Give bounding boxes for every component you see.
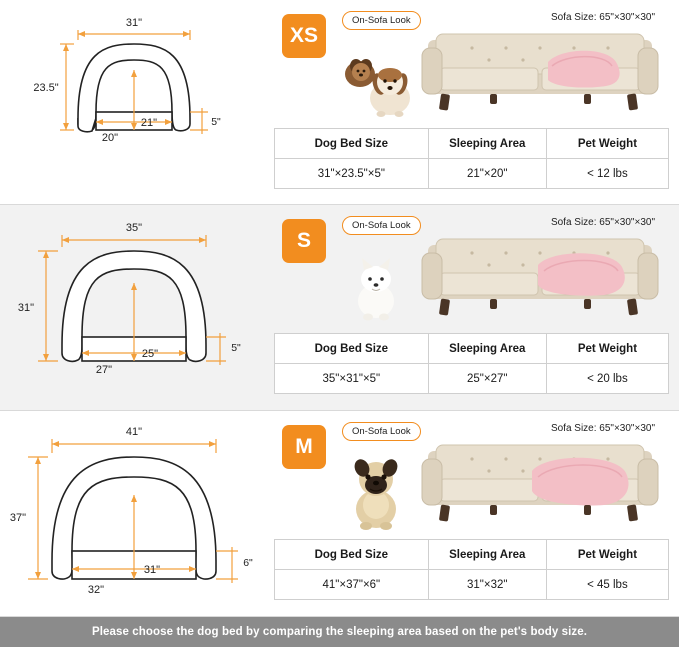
sofa-illustration-m xyxy=(420,433,660,535)
table-header-row xyxy=(275,540,669,570)
pet-photo-s xyxy=(332,241,418,325)
cell-bed-size: 41"×37"×6" xyxy=(275,570,429,600)
dim-height-xs: 23.5" xyxy=(33,82,59,94)
table-row xyxy=(275,570,669,600)
dim-inner-depth-s: 25" xyxy=(141,348,159,360)
on-sofa-look-tag-s: On-Sofa Look xyxy=(342,216,421,235)
pet-photo-m xyxy=(332,447,418,531)
on-sofa-look-tag-m: On-Sofa Look xyxy=(342,422,421,441)
cell-pet-weight: < 20 lbs xyxy=(546,364,668,394)
bed-diagram-svg-xs xyxy=(0,0,268,204)
size-badge-xs: XS xyxy=(282,14,326,58)
footer-note: Please choose the dog bed by comparing the sleeping area based on the pet's body size. xyxy=(0,617,679,647)
cell-bed-size: 31"×23.5"×5" xyxy=(275,159,429,189)
specs-table-s xyxy=(274,333,669,394)
bed-diagram-xs xyxy=(0,0,268,204)
cell-pet-weight: < 12 lbs xyxy=(546,159,668,189)
product-preview-m xyxy=(274,419,669,537)
cell-bed-size: 35"×31"×5" xyxy=(275,364,429,394)
specs-table-xs xyxy=(274,128,669,189)
pet-photo-xs xyxy=(332,36,418,120)
dim-wall-xs: 5" xyxy=(211,116,221,128)
dim-inner-depth-m: 31" xyxy=(143,564,161,576)
size-badge-s: S xyxy=(282,219,326,263)
table-row xyxy=(275,364,669,394)
size-badge-m: M xyxy=(282,425,326,469)
dim-height-m: 37" xyxy=(9,512,27,524)
dim-width-s: 35" xyxy=(125,222,143,234)
dim-wall-m: 6" xyxy=(243,557,253,569)
dim-inner-width-xs: 20" xyxy=(101,132,119,144)
header-pet-weight: Pet Weight xyxy=(546,334,668,364)
sofa-size-label-s: Sofa Size: 65"×30"×30" xyxy=(550,217,655,228)
size-info-xs xyxy=(268,0,679,204)
size-row-xs xyxy=(0,0,679,205)
size-info-m xyxy=(268,411,679,616)
bed-diagram-svg-s xyxy=(0,205,268,410)
cell-pet-weight: < 45 lbs xyxy=(546,570,668,600)
product-preview-xs xyxy=(274,8,669,126)
cell-sleeping-area: 31"×32" xyxy=(428,570,546,600)
table-header-row xyxy=(275,129,669,159)
sofa-illustration-xs xyxy=(420,22,660,124)
dim-width-m: 41" xyxy=(125,426,143,438)
dim-inner-width-m: 32" xyxy=(87,584,105,596)
header-sleeping-area: Sleeping Area xyxy=(428,334,546,364)
dim-width-xs: 31" xyxy=(125,17,143,29)
sofa-illustration-s xyxy=(420,227,660,329)
header-bed-size: Dog Bed Size xyxy=(275,129,429,159)
table-row xyxy=(275,159,669,189)
specs-table-m xyxy=(274,539,669,600)
dim-inner-depth-xs: 21" xyxy=(140,117,158,129)
sofa-size-label-xs: Sofa Size: 65"×30"×30" xyxy=(550,12,655,23)
bed-diagram-m xyxy=(0,411,268,616)
header-bed-size: Dog Bed Size xyxy=(275,334,429,364)
product-preview-s xyxy=(274,213,669,331)
table-header-row xyxy=(275,334,669,364)
size-row-s xyxy=(0,205,679,411)
header-sleeping-area: Sleeping Area xyxy=(428,129,546,159)
dim-height-s: 31" xyxy=(17,302,35,314)
header-pet-weight: Pet Weight xyxy=(546,129,668,159)
cell-sleeping-area: 25"×27" xyxy=(428,364,546,394)
cell-sleeping-area: 21"×20" xyxy=(428,159,546,189)
size-info-s xyxy=(268,205,679,410)
bed-diagram-svg-m xyxy=(0,411,268,616)
bed-diagram-s xyxy=(0,205,268,410)
header-sleeping-area: Sleeping Area xyxy=(428,540,546,570)
header-pet-weight: Pet Weight xyxy=(546,540,668,570)
on-sofa-look-tag-xs: On-Sofa Look xyxy=(342,11,421,30)
size-row-m xyxy=(0,411,679,617)
dim-wall-s: 5" xyxy=(231,342,241,354)
header-bed-size: Dog Bed Size xyxy=(275,540,429,570)
dim-inner-width-s: 27" xyxy=(95,364,113,376)
sofa-size-label-m: Sofa Size: 65"×30"×30" xyxy=(550,423,655,434)
